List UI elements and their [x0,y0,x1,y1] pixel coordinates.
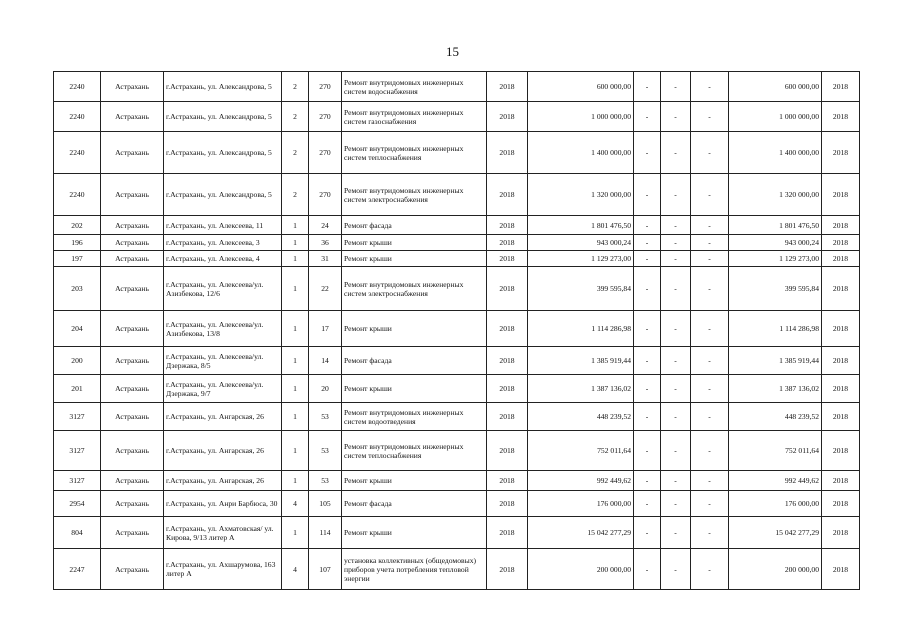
floors-cell: 1 [282,403,309,431]
year-cell: 2018 [487,72,528,102]
cost-cell: 1 000 000,00 [528,102,634,132]
address-cell: г.Астрахань, ул. Ахматовская/ ул. Кирова, 9/13 литер А [164,517,282,549]
funding-col-2-cell: - [661,471,691,491]
cost-cell: 15 042 277,29 [528,517,634,549]
year-cell: 2018 [487,235,528,251]
cost-cell: 1 129 273,00 [528,251,634,267]
floors-cell: 2 [282,72,309,102]
end-year-cell: 2018 [822,431,860,471]
year-cell: 2018 [487,267,528,311]
table-row [54,174,860,216]
total-cost-cell: 1 400 000,00 [729,132,822,174]
end-year-cell: 2018 [822,347,860,375]
city-cell: Астрахань [101,347,164,375]
city-cell: Астрахань [101,491,164,517]
cost-cell: 600 000,00 [528,72,634,102]
table-row [54,267,860,311]
address-cell: г.Астрахань, ул. Александрова, 5 [164,132,282,174]
year-cell: 2018 [487,251,528,267]
row-id-cell: 2240 [54,72,101,102]
work-type-cell: Ремонт фасада [342,216,487,235]
address-cell: г.Астрахань, ул. Ахшарумова, 163 литер А [164,549,282,590]
apartments-cell: 20 [309,375,342,403]
table-row [54,251,860,267]
funding-col-1-cell: - [634,251,661,267]
floors-cell: 1 [282,311,309,347]
floors-cell: 1 [282,251,309,267]
floors-cell: 4 [282,549,309,590]
cost-cell: 1 801 476,50 [528,216,634,235]
end-year-cell: 2018 [822,235,860,251]
floors-cell: 2 [282,132,309,174]
year-cell: 2018 [487,491,528,517]
work-type-cell: Ремонт внутридомовых инженерных систем электроснабжения [342,267,487,311]
total-cost-cell: 1 000 000,00 [729,102,822,132]
year-cell: 2018 [487,431,528,471]
funding-col-3-cell: - [691,174,729,216]
end-year-cell: 2018 [822,549,860,590]
address-cell: г.Астрахань, ул. Алексеева/ул. Азизбекова, 12/6 [164,267,282,311]
apartments-cell: 53 [309,471,342,491]
address-cell: г.Астрахань, ул. Анри Барбюса, 30 [164,491,282,517]
city-cell: Астрахань [101,132,164,174]
table-row [54,471,860,491]
funding-col-3-cell: - [691,132,729,174]
total-cost-cell: 15 042 277,29 [729,517,822,549]
total-cost-cell: 1 129 273,00 [729,251,822,267]
city-cell: Астрахань [101,174,164,216]
row-id-cell: 204 [54,311,101,347]
apartments-cell: 31 [309,251,342,267]
city-cell: Астрахань [101,517,164,549]
cost-cell: 1 114 286,98 [528,311,634,347]
table-row [54,235,860,251]
funding-col-3-cell: - [691,431,729,471]
apartments-cell: 53 [309,403,342,431]
work-type-cell: Ремонт крыши [342,235,487,251]
year-cell: 2018 [487,311,528,347]
city-cell: Астрахань [101,403,164,431]
funding-col-3-cell: - [691,216,729,235]
funding-col-1-cell: - [634,216,661,235]
work-type-cell: Ремонт крыши [342,375,487,403]
address-cell: г.Астрахань, ул. Александрова, 5 [164,174,282,216]
table-row [54,491,860,517]
cost-cell: 176 000,00 [528,491,634,517]
end-year-cell: 2018 [822,375,860,403]
funding-col-2-cell: - [661,72,691,102]
funding-col-3-cell: - [691,549,729,590]
total-cost-cell: 1 385 919,44 [729,347,822,375]
end-year-cell: 2018 [822,174,860,216]
funding-col-1-cell: - [634,267,661,311]
funding-col-1-cell: - [634,549,661,590]
end-year-cell: 2018 [822,72,860,102]
funding-col-2-cell: - [661,174,691,216]
cost-cell: 448 239,52 [528,403,634,431]
address-cell: г.Астрахань, ул. Алексеева/ул. Азизбекова, 13/8 [164,311,282,347]
funding-col-3-cell: - [691,347,729,375]
end-year-cell: 2018 [822,132,860,174]
apartments-cell: 17 [309,311,342,347]
row-id-cell: 3127 [54,403,101,431]
row-id-cell: 2240 [54,102,101,132]
city-cell: Астрахань [101,235,164,251]
table-row [54,347,860,375]
funding-col-2-cell: - [661,347,691,375]
funding-col-1-cell: - [634,347,661,375]
total-cost-cell: 1 114 286,98 [729,311,822,347]
work-type-cell: Ремонт внутридомовых инженерных систем теплоснабжения [342,431,487,471]
repair-program-table [53,71,860,590]
city-cell: Астрахань [101,311,164,347]
cost-cell: 992 449,62 [528,471,634,491]
apartments-cell: 105 [309,491,342,517]
cost-cell: 1 387 136,02 [528,375,634,403]
work-type-cell: Ремонт крыши [342,311,487,347]
funding-col-2-cell: - [661,132,691,174]
city-cell: Астрахань [101,549,164,590]
funding-col-1-cell: - [634,174,661,216]
row-id-cell: 203 [54,267,101,311]
work-type-cell: Ремонт внутридомовых инженерных систем теплоснабжения [342,132,487,174]
table-row [54,216,860,235]
city-cell: Астрахань [101,375,164,403]
funding-col-3-cell: - [691,72,729,102]
row-id-cell: 804 [54,517,101,549]
funding-col-2-cell: - [661,431,691,471]
funding-col-1-cell: - [634,517,661,549]
funding-col-1-cell: - [634,102,661,132]
address-cell: г.Астрахань, ул. Алексеева, 11 [164,216,282,235]
city-cell: Астрахань [101,267,164,311]
row-id-cell: 196 [54,235,101,251]
apartments-cell: 14 [309,347,342,375]
total-cost-cell: 399 595,84 [729,267,822,311]
total-cost-cell: 752 011,64 [729,431,822,471]
end-year-cell: 2018 [822,267,860,311]
address-cell: г.Астрахань, ул. Александрова, 5 [164,72,282,102]
total-cost-cell: 1 387 136,02 [729,375,822,403]
funding-col-1-cell: - [634,72,661,102]
row-id-cell: 201 [54,375,101,403]
table-row [54,132,860,174]
address-cell: г.Астрахань, ул. Ангарская, 26 [164,471,282,491]
end-year-cell: 2018 [822,491,860,517]
row-id-cell: 2240 [54,132,101,174]
apartments-cell: 270 [309,174,342,216]
work-type-cell: Ремонт внутридомовых инженерных систем водоснабжения [342,72,487,102]
cost-cell: 752 011,64 [528,431,634,471]
table-row [54,517,860,549]
year-cell: 2018 [487,517,528,549]
funding-col-3-cell: - [691,251,729,267]
row-id-cell: 197 [54,251,101,267]
end-year-cell: 2018 [822,251,860,267]
city-cell: Астрахань [101,72,164,102]
funding-col-2-cell: - [661,311,691,347]
address-cell: г.Астрахань, ул. Александрова, 5 [164,102,282,132]
year-cell: 2018 [487,403,528,431]
funding-col-3-cell: - [691,471,729,491]
table-row [54,549,860,590]
cost-cell: 1 400 000,00 [528,132,634,174]
address-cell: г.Астрахань, ул. Алексеева, 3 [164,235,282,251]
cost-cell: 200 000,00 [528,549,634,590]
total-cost-cell: 1 801 476,50 [729,216,822,235]
work-type-cell: Ремонт внутридомовых инженерных систем водоотведения [342,403,487,431]
funding-col-3-cell: - [691,517,729,549]
address-cell: г.Астрахань, ул. Алексеева/ул. Дзержака, 8/5 [164,347,282,375]
apartments-cell: 270 [309,102,342,132]
total-cost-cell: 943 000,24 [729,235,822,251]
cost-cell: 1 320 000,00 [528,174,634,216]
end-year-cell: 2018 [822,216,860,235]
page-number: 15 [446,44,459,59]
apartments-cell: 36 [309,235,342,251]
address-cell: г.Астрахань, ул. Ангарская, 26 [164,431,282,471]
city-cell: Астрахань [101,471,164,491]
end-year-cell: 2018 [822,517,860,549]
total-cost-cell: 600 000,00 [729,72,822,102]
row-id-cell: 3127 [54,431,101,471]
funding-col-2-cell: - [661,403,691,431]
total-cost-cell: 176 000,00 [729,491,822,517]
floors-cell: 1 [282,471,309,491]
total-cost-cell: 992 449,62 [729,471,822,491]
funding-col-2-cell: - [661,549,691,590]
funding-col-3-cell: - [691,102,729,132]
end-year-cell: 2018 [822,403,860,431]
floors-cell: 2 [282,174,309,216]
cost-cell: 943 000,24 [528,235,634,251]
funding-col-1-cell: - [634,375,661,403]
city-cell: Астрахань [101,431,164,471]
funding-col-3-cell: - [691,491,729,517]
work-type-cell: установка коллективных (общедомовых) приборов учета потребления тепловой энергии [342,549,487,590]
end-year-cell: 2018 [822,311,860,347]
city-cell: Астрахань [101,251,164,267]
row-id-cell: 2240 [54,174,101,216]
year-cell: 2018 [487,375,528,403]
funding-col-3-cell: - [691,403,729,431]
funding-col-1-cell: - [634,311,661,347]
year-cell: 2018 [487,132,528,174]
table-row [54,375,860,403]
funding-col-2-cell: - [661,251,691,267]
address-cell: г.Астрахань, ул. Алексеева, 4 [164,251,282,267]
funding-col-1-cell: - [634,471,661,491]
funding-col-2-cell: - [661,375,691,403]
city-cell: Астрахань [101,102,164,132]
floors-cell: 1 [282,517,309,549]
apartments-cell: 270 [309,132,342,174]
apartments-cell: 270 [309,72,342,102]
funding-col-2-cell: - [661,517,691,549]
year-cell: 2018 [487,471,528,491]
address-cell: г.Астрахань, ул. Ангарская, 26 [164,403,282,431]
work-type-cell: Ремонт крыши [342,471,487,491]
table-row [54,72,860,102]
city-cell: Астрахань [101,216,164,235]
floors-cell: 4 [282,491,309,517]
table-body [54,72,860,590]
year-cell: 2018 [487,216,528,235]
funding-col-3-cell: - [691,235,729,251]
floors-cell: 1 [282,216,309,235]
table-row [54,403,860,431]
year-cell: 2018 [487,549,528,590]
total-cost-cell: 200 000,00 [729,549,822,590]
total-cost-cell: 1 320 000,00 [729,174,822,216]
work-type-cell: Ремонт внутридомовых инженерных систем газоснабжения [342,102,487,132]
work-type-cell: Ремонт крыши [342,251,487,267]
cost-cell: 399 595,84 [528,267,634,311]
row-id-cell: 3127 [54,471,101,491]
work-type-cell: Ремонт фасада [342,347,487,375]
apartments-cell: 107 [309,549,342,590]
funding-col-3-cell: - [691,267,729,311]
apartments-cell: 114 [309,517,342,549]
floors-cell: 1 [282,235,309,251]
funding-col-3-cell: - [691,311,729,347]
funding-col-1-cell: - [634,431,661,471]
floors-cell: 1 [282,375,309,403]
apartments-cell: 22 [309,267,342,311]
floors-cell: 2 [282,102,309,132]
row-id-cell: 2247 [54,549,101,590]
row-id-cell: 200 [54,347,101,375]
row-id-cell: 202 [54,216,101,235]
funding-col-2-cell: - [661,267,691,311]
table-row [54,311,860,347]
table-row [54,102,860,132]
funding-col-2-cell: - [661,491,691,517]
work-type-cell: Ремонт внутридомовых инженерных систем электроснабжения [342,174,487,216]
floors-cell: 1 [282,267,309,311]
funding-col-1-cell: - [634,132,661,174]
funding-col-1-cell: - [634,403,661,431]
year-cell: 2018 [487,347,528,375]
funding-col-2-cell: - [661,216,691,235]
work-type-cell: Ремонт фасада [342,491,487,517]
address-cell: г.Астрахань, ул. Алексеева/ул. Дзержака, 9/7 [164,375,282,403]
funding-col-2-cell: - [661,235,691,251]
apartments-cell: 53 [309,431,342,471]
end-year-cell: 2018 [822,471,860,491]
total-cost-cell: 448 239,52 [729,403,822,431]
row-id-cell: 2954 [54,491,101,517]
year-cell: 2018 [487,102,528,132]
table-row [54,431,860,471]
apartments-cell: 24 [309,216,342,235]
funding-col-1-cell: - [634,491,661,517]
work-type-cell: Ремонт крыши [342,517,487,549]
funding-col-1-cell: - [634,235,661,251]
year-cell: 2018 [487,174,528,216]
funding-col-3-cell: - [691,375,729,403]
end-year-cell: 2018 [822,102,860,132]
floors-cell: 1 [282,431,309,471]
funding-col-2-cell: - [661,102,691,132]
floors-cell: 1 [282,347,309,375]
cost-cell: 1 385 919,44 [528,347,634,375]
